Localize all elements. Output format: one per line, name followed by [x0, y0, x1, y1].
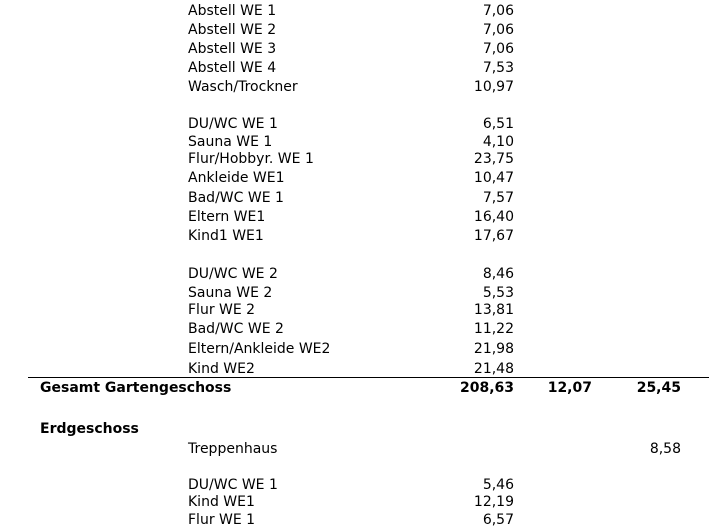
- room-name: Abstell WE 1: [188, 3, 277, 19]
- area-value: 10,97: [473, 79, 514, 95]
- area-value: 5,46: [482, 477, 514, 493]
- room-name: Flur WE 1: [188, 512, 256, 528]
- area-value: 11,22: [473, 321, 514, 337]
- total-label: Gesamt Gartengeschoss: [40, 380, 232, 396]
- area-value: 8,46: [482, 266, 514, 282]
- area-value: 4,10: [482, 134, 514, 150]
- area-value: 8,58: [649, 441, 681, 457]
- room-name: Flur/Hobbyr. WE 1: [188, 151, 314, 167]
- room-name: Kind1 WE1: [188, 228, 264, 244]
- total-divider: [28, 377, 709, 378]
- room-name: DU/WC WE 1: [188, 116, 278, 132]
- area-value: 7,06: [482, 22, 514, 38]
- area-value: 16,40: [473, 209, 514, 225]
- room-name: Eltern WE1: [188, 209, 266, 225]
- area-value: 12,19: [473, 494, 514, 510]
- area-value: 6,57: [482, 512, 514, 528]
- area-value: 7,57: [482, 190, 514, 206]
- area-value: 7,53: [482, 60, 514, 76]
- area-value: 13,81: [473, 302, 514, 318]
- room-name: Ankleide WE1: [188, 170, 285, 186]
- room-name: Abstell WE 3: [188, 41, 277, 57]
- room-name: DU/WC WE 2: [188, 266, 278, 282]
- total-area-1: 208,63: [459, 380, 514, 396]
- area-value: 21,48: [473, 361, 514, 377]
- room-name: Bad/WC WE 1: [188, 190, 284, 206]
- area-value: 7,06: [482, 3, 514, 19]
- total-area-3: 25,45: [636, 380, 681, 396]
- area-value: 6,51: [482, 116, 514, 132]
- area-value: 21,98: [473, 341, 514, 357]
- room-name: Kind WE1: [188, 494, 255, 510]
- area-value: 17,67: [473, 228, 514, 244]
- room-name: Eltern/Ankleide WE2: [188, 341, 331, 357]
- room-name: Kind WE2: [188, 361, 255, 377]
- room-name: Treppenhaus: [188, 441, 278, 457]
- area-value: 10,47: [473, 170, 514, 186]
- room-name: Bad/WC WE 2: [188, 321, 284, 337]
- area-value: 7,06: [482, 41, 514, 57]
- area-value: 23,75: [473, 151, 514, 167]
- section-label: Erdgeschoss: [40, 421, 139, 437]
- room-name: Abstell WE 4: [188, 60, 277, 76]
- room-name: Abstell WE 2: [188, 22, 277, 38]
- room-name: Sauna WE 1: [188, 134, 273, 150]
- room-name: Flur WE 2: [188, 302, 256, 318]
- room-name: Wasch/Trockner: [188, 79, 298, 95]
- total-area-2: 12,07: [547, 380, 592, 396]
- area-value: 5,53: [482, 285, 514, 301]
- room-name: Sauna WE 2: [188, 285, 273, 301]
- room-name: DU/WC WE 1: [188, 477, 278, 493]
